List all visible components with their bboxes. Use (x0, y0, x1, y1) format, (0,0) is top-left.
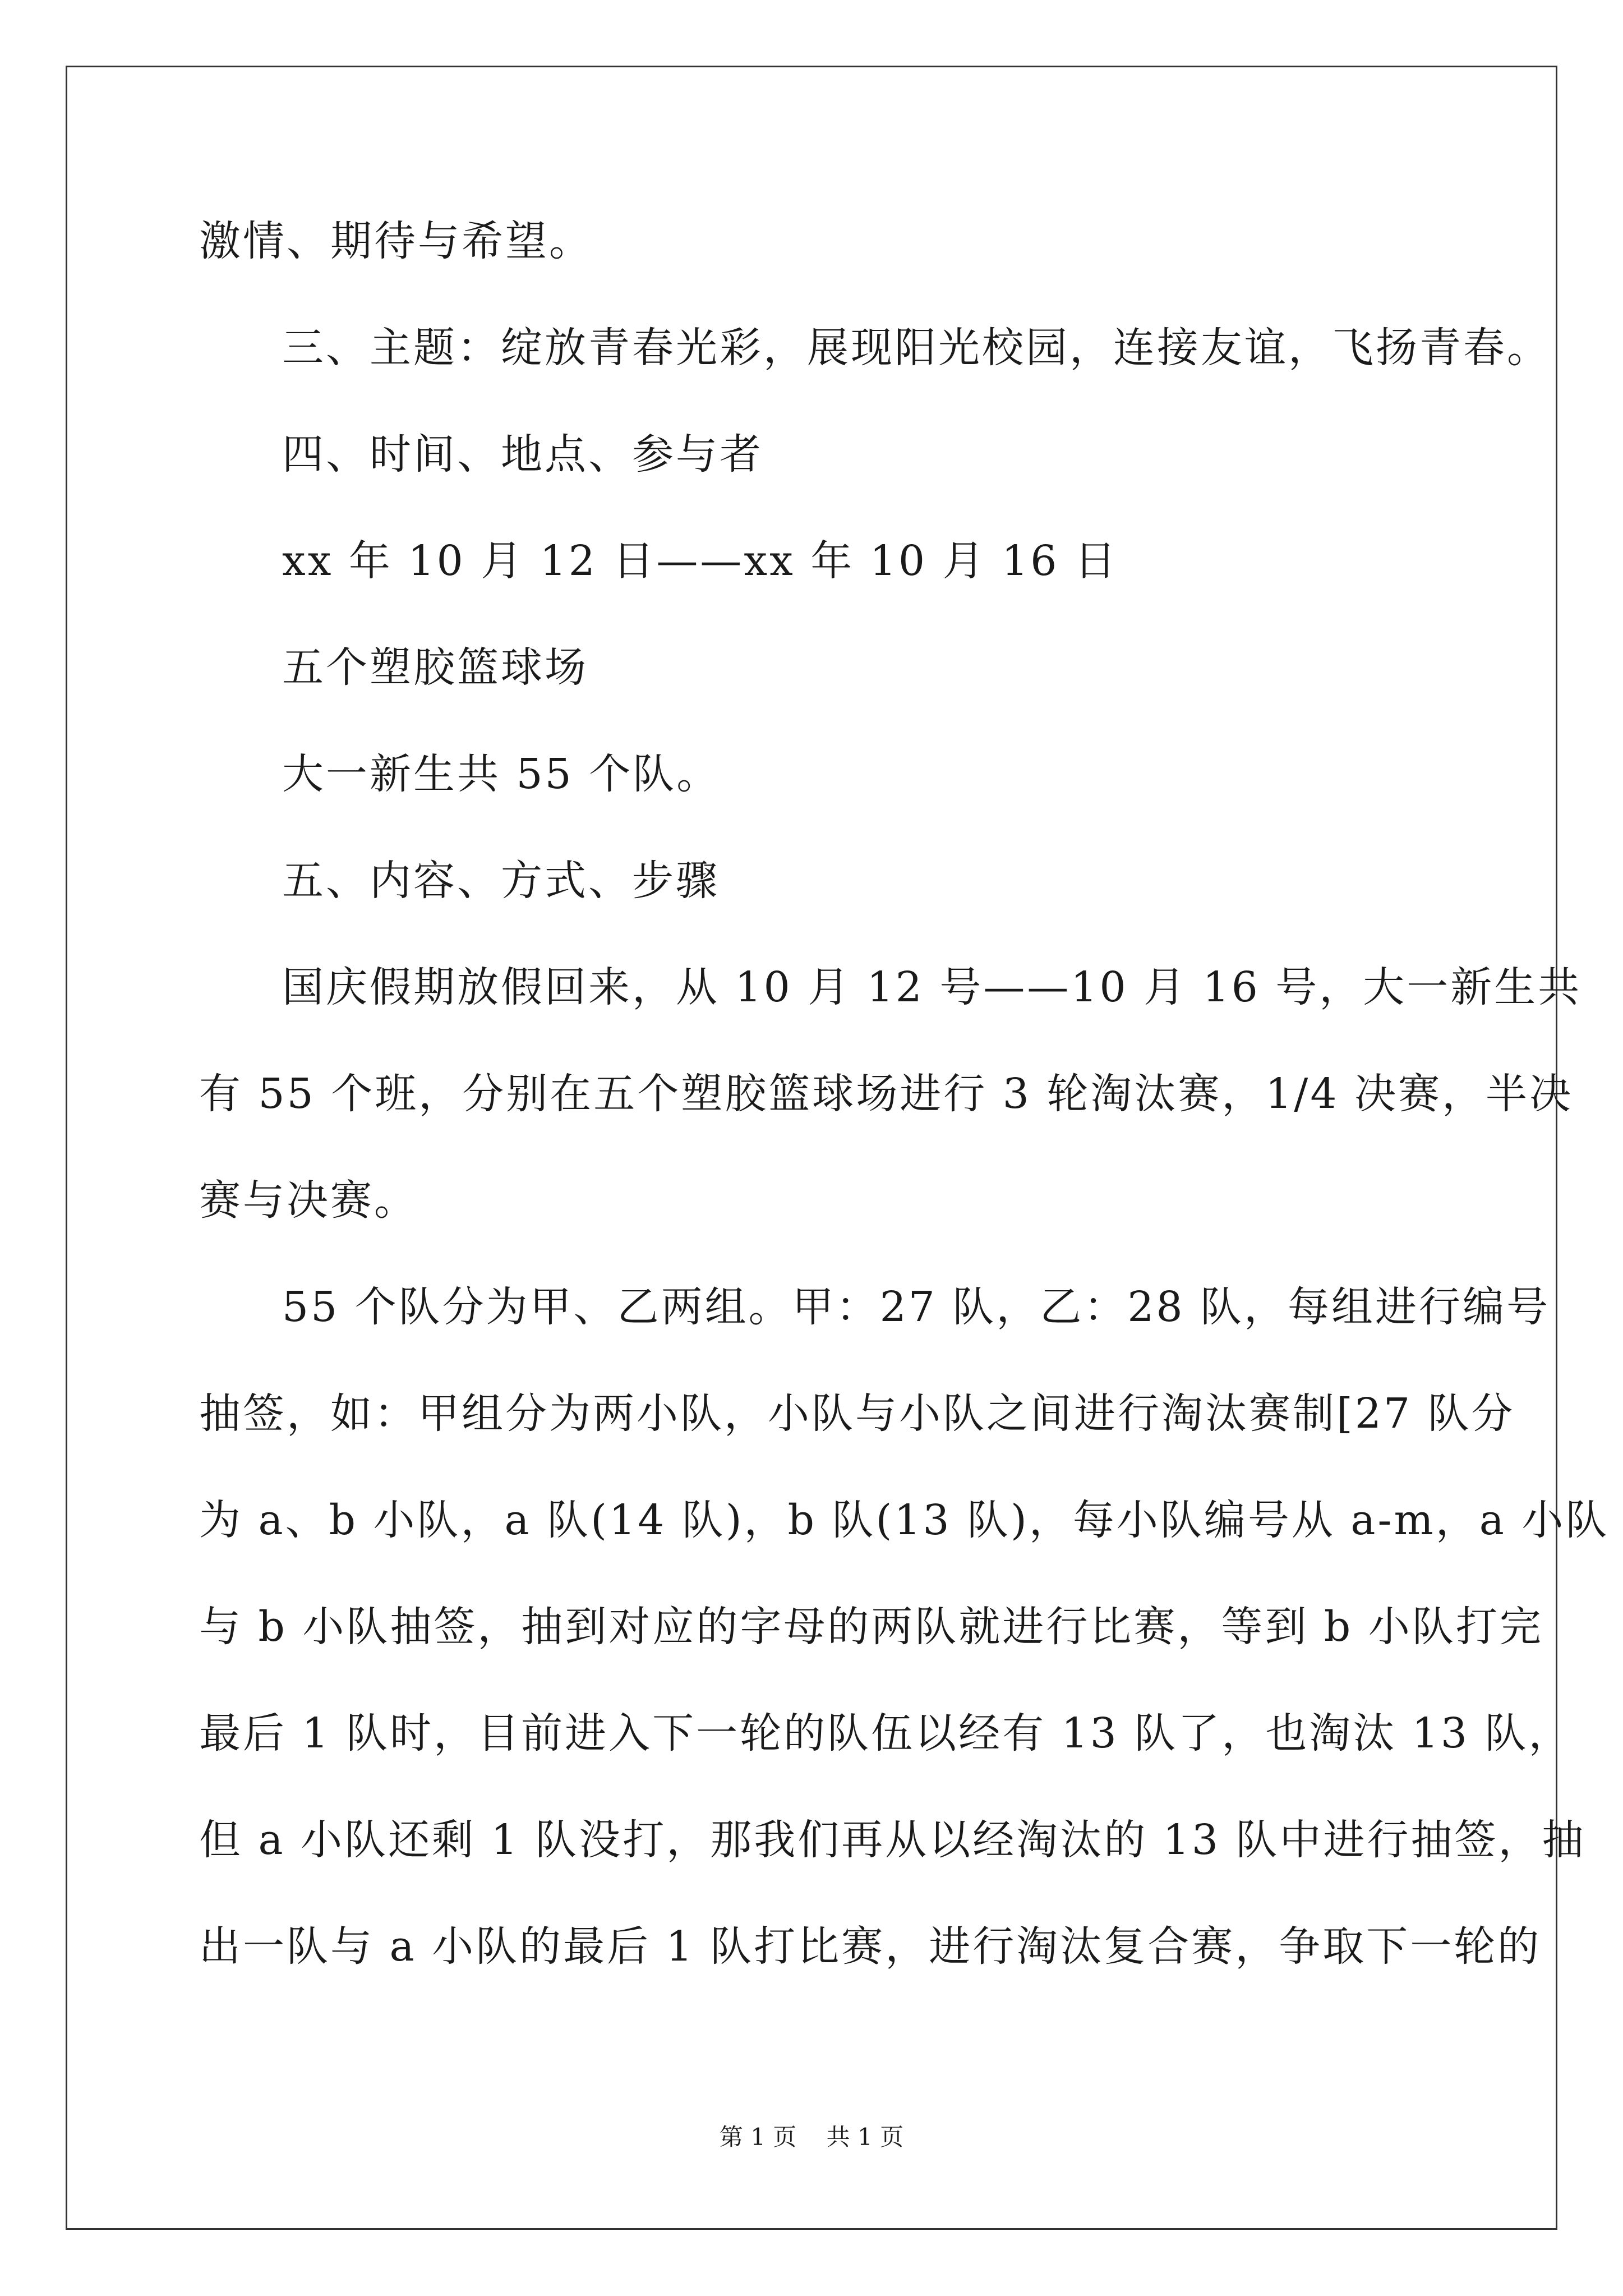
text-line: 抽签，如：甲组分为两小队，小队与小队之间进行淘汰赛制[27 队分 (199, 1389, 1515, 1438)
section-heading-time-place: 四、时间、地点、参与者 (282, 430, 763, 478)
page-footer (0, 2120, 1623, 2154)
text-line-venue: 五个塑胶篮球场 (282, 643, 588, 692)
text-line: 最后 1 队时，目前进入下一轮的队伍以经有 13 队了，也淘汰 13 队， (199, 1709, 1573, 1757)
text-line-participants: 大一新生共 55 个队。 (282, 750, 721, 798)
text-line: 但 a 小队还剩 1 队没打，那我们再从以经淘汰的 13 队中进行抽签，抽 (199, 1816, 1586, 1864)
text-line: 出一队与 a 小队的最后 1 队打比赛，进行淘汰复合赛，争取下一轮的 (199, 1922, 1542, 1971)
page-number-total: 共 1 页 (826, 2123, 904, 2151)
section-heading-theme: 三、主题：绽放青春光彩，展现阳光校园，连接友谊，飞扬青春。 (282, 324, 1551, 372)
section-heading-content: 五、内容、方式、步骤 (282, 857, 720, 905)
page-border (66, 66, 1557, 2230)
text-line: 与 b 小队抽签，抽到对应的字母的两队就进行比赛，等到 b 小队打完 (199, 1603, 1543, 1651)
page-number-current: 第 1 页 (719, 2123, 797, 2151)
text-line: 国庆假期放假回来，从 10 月 12 号——10 月 16 号，大一新生共 (282, 963, 1582, 1011)
text-line-date: xx 年 10 月 12 日——xx 年 10 月 16 日 (282, 537, 1118, 585)
text-line: 有 55 个班，分别在五个塑胶篮球场进行 3 轮淘汰赛，1/4 决赛，半决 (199, 1070, 1573, 1118)
text-line: 55 个队分为甲、乙两组。甲：27 队，乙：28 队，每组进行编号 (282, 1283, 1551, 1331)
text-line: 激情、期待与希望。 (199, 217, 593, 265)
text-line: 为 a、b 小队，a 队(14 队)，b 队(13 队)，每小队编号从 a-m，a 小队 (199, 1496, 1610, 1544)
text-line: 赛与决赛。 (199, 1176, 418, 1225)
